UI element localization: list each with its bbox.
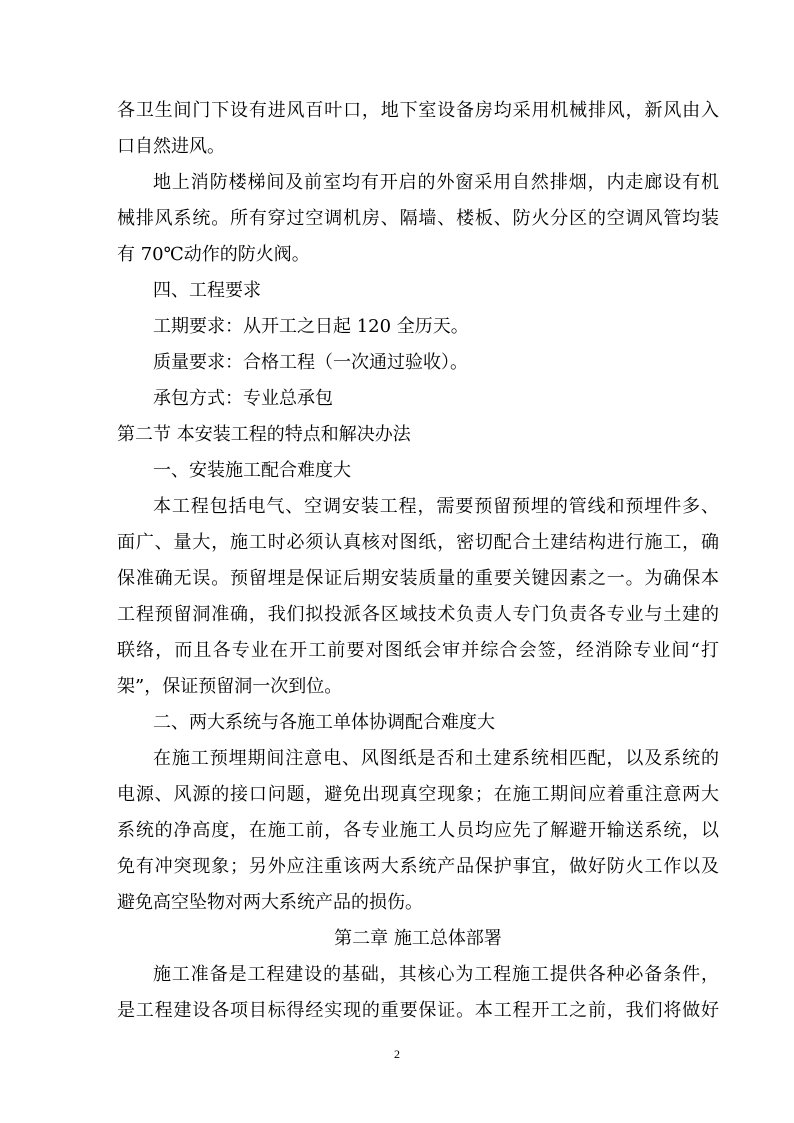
body-line: 联络，而且各专业在开工前要对图纸会审并综合会签，经消除专业间“打 <box>117 640 719 661</box>
body-line: 避免高空坠物对两大系统产品的损伤。 <box>117 892 423 913</box>
subsection-heading: 四、工程要求 <box>153 280 261 301</box>
body-line: 在施工预埋期间注意电、风图纸是否和土建系统相匹配，以及系统的 <box>153 748 719 769</box>
body-line: 质量要求：合格工程（一次通过验收）。 <box>153 352 468 373</box>
subsection-heading: 一、安装施工配合难度大 <box>153 460 351 481</box>
body-line: 地上消防楼梯间及前室均有开启的外窗采用自然排烟，内走廊设有机 <box>153 172 719 193</box>
body-line: 保准确无误。预留埋是保证后期安装质量的重要关键因素之一。为确保本 <box>117 568 719 589</box>
body-line: 系统的净高度，在施工前，各专业施工人员均应先了解避开输送系统，以 <box>117 820 719 841</box>
body-line: 免有冲突现象；另外应注重该两大系统产品保护事宜，做好防火工作以及 <box>117 856 719 877</box>
body-line: 是工程建设各项目标得经实现的重要保证。本工程开工之前，我们将做好 <box>117 1000 719 1021</box>
body-line: 面广、量大，施工时必须认真核对图纸，密切配合土建结构进行施工，确 <box>117 532 719 553</box>
document-body <box>117 93 719 1029</box>
body-line: 电源、风源的接口问题，避免出现真空现象；在施工期间应着重注意两大 <box>117 784 719 805</box>
body-line: 本工程包括电气、空调安装工程，需要预留预埋的管线和预埋件多、 <box>153 496 719 517</box>
body-line: 有 70℃动作的防火阀。 <box>117 244 310 265</box>
body-line: 承包方式：专业总承包 <box>153 388 333 409</box>
body-line: 口自然进风。 <box>117 136 225 157</box>
body-line: 施工准备是工程建设的基础，其核心为工程施工提供各种必备条件， <box>153 964 719 985</box>
body-line: 工期要求：从开工之日起 120 全历天。 <box>153 316 469 337</box>
section-heading: 第二节 本安装工程的特点和解决办法 <box>117 424 411 445</box>
body-line: 各卫生间门下设有进风百叶口，地下室设备房均采用机械排风，新风由入 <box>117 100 719 121</box>
chapter-heading: 第二章 施工总体部署 <box>334 928 502 949</box>
page-number: 2 <box>394 1047 400 1061</box>
subsection-heading: 二、两大系统与各施工单体协调配合难度大 <box>153 712 495 733</box>
body-line: 械排风系统。所有穿过空调机房、隔墙、楼板、防火分区的空调风管均装 <box>117 208 719 229</box>
body-line: 架”，保证预留洞一次到位。 <box>117 676 343 697</box>
body-line: 工程预留洞准确，我们拟投派各区域技术负责人专门负责各专业与土建的 <box>117 604 719 625</box>
